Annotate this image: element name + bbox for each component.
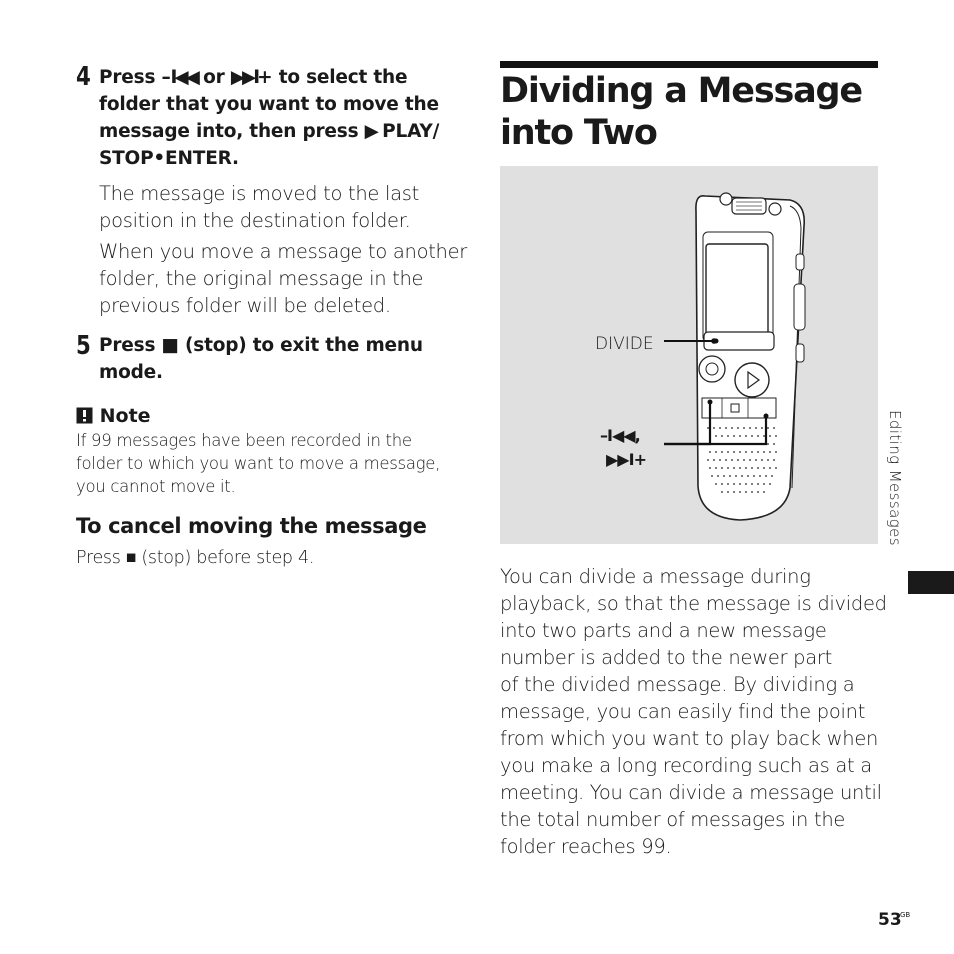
text-line: position in the destination folder. [99,209,411,232]
step-4-number: 4 [76,62,91,92]
text-line: of the divided message. By dividing a [500,673,855,696]
text-line: from which you want to play back when [500,727,879,750]
divide-label: DIVIDE [595,334,654,354]
text-line: message, you can easily find the point [500,700,866,723]
cancel-text [76,547,314,568]
text-segment: Press [76,548,126,568]
page-title [500,70,862,154]
text-line: the total number of messages in the [500,808,846,831]
text-line: previous folder will be deleted. [99,294,391,317]
title-line: Dividing a Message [500,71,862,111]
step-4-heading [99,64,479,172]
body-paragraph [500,563,887,860]
text-line: If 99 messages have been recorded in the [76,431,412,450]
title-line: into Two [500,113,657,153]
page-suffix: GB [900,911,911,919]
step-4-paragraph-1 [99,180,419,234]
text-line: folder, the original message in the [99,267,424,290]
stop-icon: ■ [161,335,179,356]
step-4-line1b: or [196,67,231,88]
page-number: 53 [878,910,902,930]
text-line: into two parts and a new message [500,619,827,642]
step-4-line2: folder that you want to move the [99,94,439,115]
text-line: you make a long recording such as at a [500,754,872,777]
text-line: folder to which you want to move a message, [76,454,441,473]
step-4-line1c: + to select the [257,67,408,88]
step-4-line4: STOP•ENTER. [99,148,239,169]
next-track-label: ▶▶I+ [606,450,646,469]
step-4-line3a: message into, then press [99,121,365,142]
voice-recorder-icon [500,166,878,544]
text-line: When you move a message to another [99,240,468,263]
step-4-line3b: PLAY/ [375,121,440,142]
section-label: Editing Messages [886,410,904,546]
next-track-icon: ▶▶I [230,67,258,88]
title-rule [500,61,878,68]
text-line: folder reaches 99. [500,835,672,858]
step-5-heading [99,332,423,386]
previous-track-label: –I◀◀, [600,426,640,445]
step-4-line1a: Press – [99,67,171,88]
note-body [76,429,440,498]
step-5-number: 5 [76,331,91,361]
device-illustration [500,166,878,544]
text-line: The message is moved to the last [99,182,419,205]
text-line: You can divide a message during [500,565,811,588]
note-icon [76,407,93,424]
text-line: number is added to the newer part [500,646,832,669]
step-5-line1a: Press [99,335,162,356]
cancel-heading: To cancel moving the message [76,514,427,538]
text-line: meeting. You can divide a message until [500,781,882,804]
text-segment: (stop) before step 4. [136,548,315,568]
note-heading-text: Note [99,405,151,427]
text-line: playback, so that the message is divided [500,592,887,615]
previous-track-icon: I◀◀ [170,67,197,88]
note-heading [76,405,151,427]
section-tab [908,571,954,594]
stop-icon: ■ [125,548,137,568]
text-line: you cannot move it. [76,477,236,496]
play-icon: ▶ [364,121,376,142]
step-4-paragraph-2 [99,238,467,319]
step-5-line2: mode. [99,362,163,383]
step-5-line1b: (stop) to exit the menu [178,335,423,356]
